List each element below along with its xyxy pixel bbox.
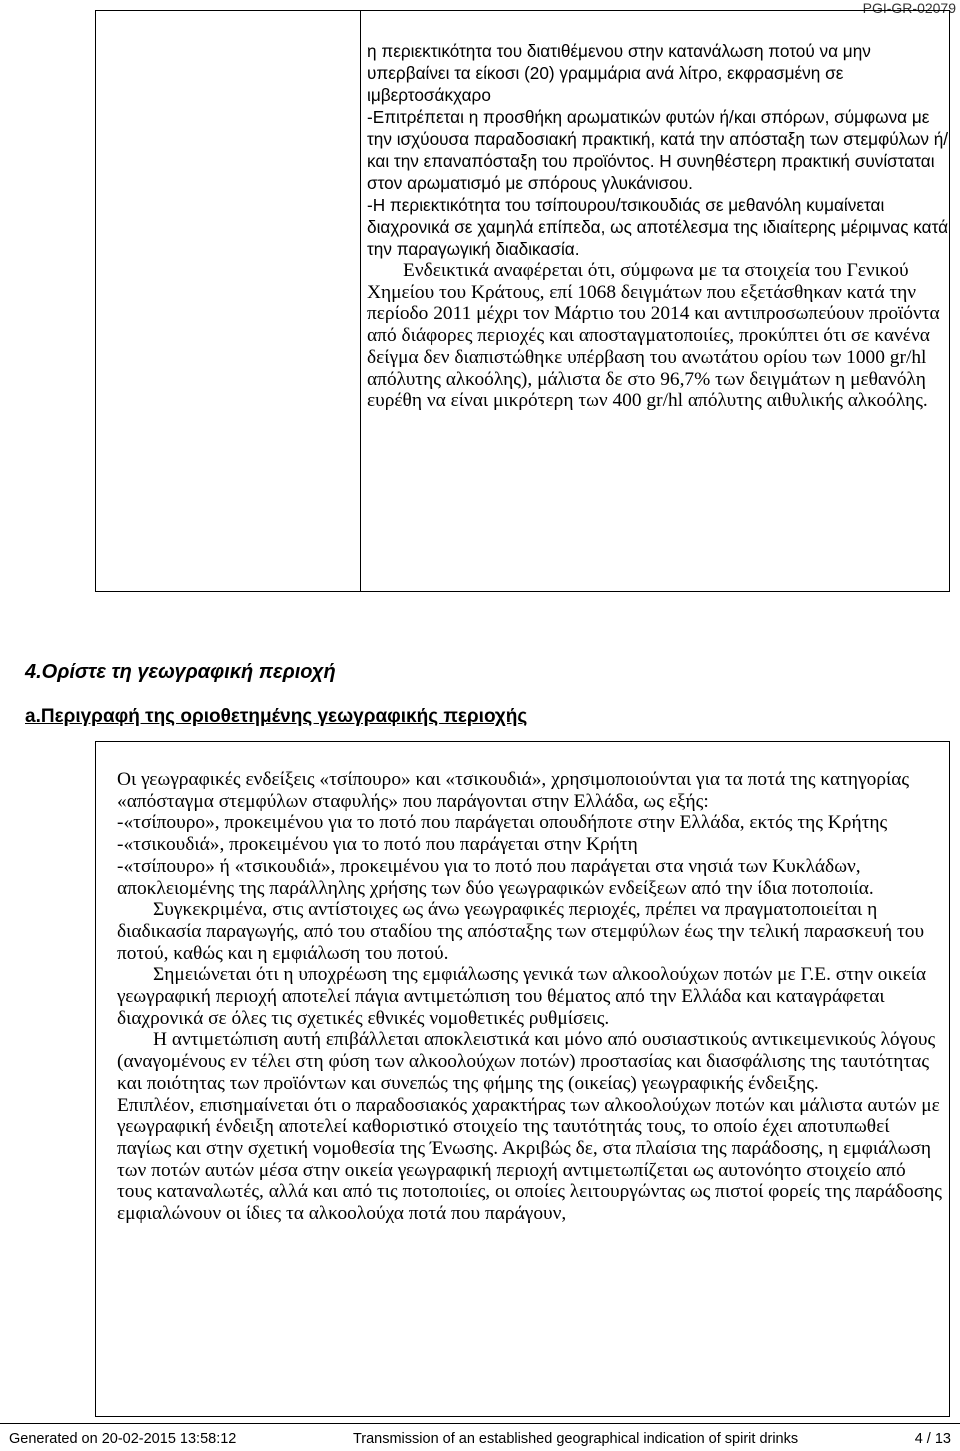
footer-generated: Generated on 20-02-2015 13:58:12 (9, 1431, 237, 1447)
area-description-box (95, 741, 950, 1417)
description-paragraph: Επιπλέον, επισημαίνεται ότι ο παραδοσιακός χαρακτήρας των αλκοολούχων ποτών και μάλιστα αυτών με γεωγραφική ένδειξη αποτελεί καθοριστικό στοιχείο της ταυτότητάς τους, το οποίο έχει αποτυπωθεί παγίως και στην σχετική νομοθεσία της Ένωσης. Ακριβώς δε, στα πλαίσια της παράδοσης, η εμφιάλωση των ποτών αυτών μέσα στην οικεία γεωγραφική περιοχή αντιμετωπίζεται ως αυτονόητο στοιχείο από τους καταναλωτές, αλλά και από τις ποτοποιίες, οι οποίες λειτουργώντας ως πιστοί φορείς της παράδοσης εμφιαλώνουν οι ίδιες τα αλκοολούχα ποτά που παράγουν, (117, 1094, 942, 1225)
description-paragraph: -«τσικουδιά», προκειμένου για το ποτό που παράγεται στην Κρήτη (117, 834, 638, 856)
top-table (95, 10, 950, 592)
description-paragraph: Συγκεκριμένα, στις αντίστοιχες ως άνω γεωγραφικές περιοχές, πρέπει να πραγματοποιείται η διαδικασία παραγωγής, από του σταδίου της απόσταξης των στεμφύλων έως την τελική παρασκευή του ποτού, καθώς και η εμφιάλωση του ποτού. (117, 899, 925, 964)
subsection-title: a.Περιγραφή της οριοθετημένης γεωγραφικής περιοχής (25, 706, 528, 727)
footer-divider (0, 1423, 960, 1424)
description-paragraph: -«τσίπουρο» ή «τσικουδιά», προκειμένου για το ποτό που παράγεται στα νησιά των Κυκλάδων, αποκλειομένης της παράλληλης χρήσης των δύο γεωγραφικών ενδείξεων από την ίδια ποτοποιία. (117, 855, 874, 899)
footer-description: Transmission of an established geographical indication of spirit drinks (352, 1431, 799, 1447)
sweetness-limit-paragraph: η περιεκτικότητα του διατιθέμενου στην κατανάλωση ποτού να μην υπερβαίνει τα είκοσι (20) γραμμάρια ανά λίτρο, εκφρασμένη σε ιμβερτοσάκχαρο (367, 41, 871, 105)
page-footer (9, 1431, 951, 1447)
methanol-paragraph: -Η περιεκτικότητα του τσίπουρου/τσικουδιάς σε μεθανόλη κυμαίνεται διαχρονικά σε χαμηλά επίπεδα, ως αποτέλεσμα της ιδιαίτερης μέριμνας κατά την παραγωγική διαδικασία. (367, 195, 949, 259)
top-table-empty-cell (96, 11, 361, 591)
description-paragraph: Σημειώνεται ότι η υποχρέωση της εμφιάλωσης γενικά των αλκοολούχων ποτών με Γ.Ε. στην οικεία γεωγραφική περιοχή αποτελεί πάγια αντιμετώπιση του θέματος από την Ελλάδα και καταγράφεται διαχρονικά σε όλες τις σχετικές εθνικές νομοθετικές ρυθμίσεις. (117, 964, 927, 1029)
top-table-content-cell (361, 11, 949, 591)
document-id: PGI-GR-02079 (862, 0, 956, 16)
description-paragraph: Οι γεωγραφικές ενδείξεις «τσίπουρο» και «τσικουδιά», χρησιμοποιούνται για τα ποτά της κατηγορίας «απόσταγμα στεμφύλων σταφυλής» που παράγονται στην Ελλάδα, ως εξής: (117, 769, 910, 812)
lab-results-paragraph: Ενδεικτικά αναφέρεται ότι, σύμφωνα με τα στοιχεία του Γενικού Χημείου του Κράτους, επί 1068 δειγμάτων που εξετάσθηκαν κατά την περίοδο 2011 μέχρι τον Μάρτιο του 2014 και αντιπροσωπεύουν προϊόντα από διάφορες περιοχές και αποσταγματοποιίες, προκύπτει ότι σε κανένα δείγμα δεν διαπιστώθηκε υπέρβαση του ανωτάτου ορίου των 1000 gr/hl απόλυτης αλκοόλης), μάλιστα δε στο 96,7% των δειγμάτων η μεθανόλη ευρέθη να είναι μικρότερη των 400 gr/hl απόλυτης αιθυλικής αλκοόλης. (367, 260, 940, 412)
description-paragraph: Η αντιμετώπιση αυτή επιβάλλεται αποκλειστικά και μόνο από ουσιαστικούς αντικειμενικούς λόγους (αναγομένους εν τέλει στη φύση των αλκοολούχων ποτών) προστασίας και διασφάλισης της ταυτότητας και ποιότητας των προϊόντων και συνεπώς της φήμης της (οικείας) γεωγραφικής ένδειξης. (117, 1029, 936, 1094)
section-title: 4.Ορίστε τη γεωγραφική περιοχή (25, 661, 336, 683)
aromatic-plants-paragraph: -Επιτρέπεται η προσθήκη αρωματικών φυτών ή/και σπόρων, σύμφωνα με την ισχύουσα παραδοσιακή πρακτική, κατά την απόσταξη των στεμφύλων ή/και την επαναπόσταξη του προϊόντος. Η συνηθέστερη πρακτική συνίσταται στον αρωματισμό με σπόρους γλυκάνισου. (367, 107, 949, 193)
footer-page-number: 4 / 13 (914, 1431, 951, 1447)
description-paragraph: -«τσίπουρο», προκειμένου για το ποτό που παράγεται οπουδήποτε στην Ελλάδα, εκτός της Κρήτης (117, 812, 888, 834)
